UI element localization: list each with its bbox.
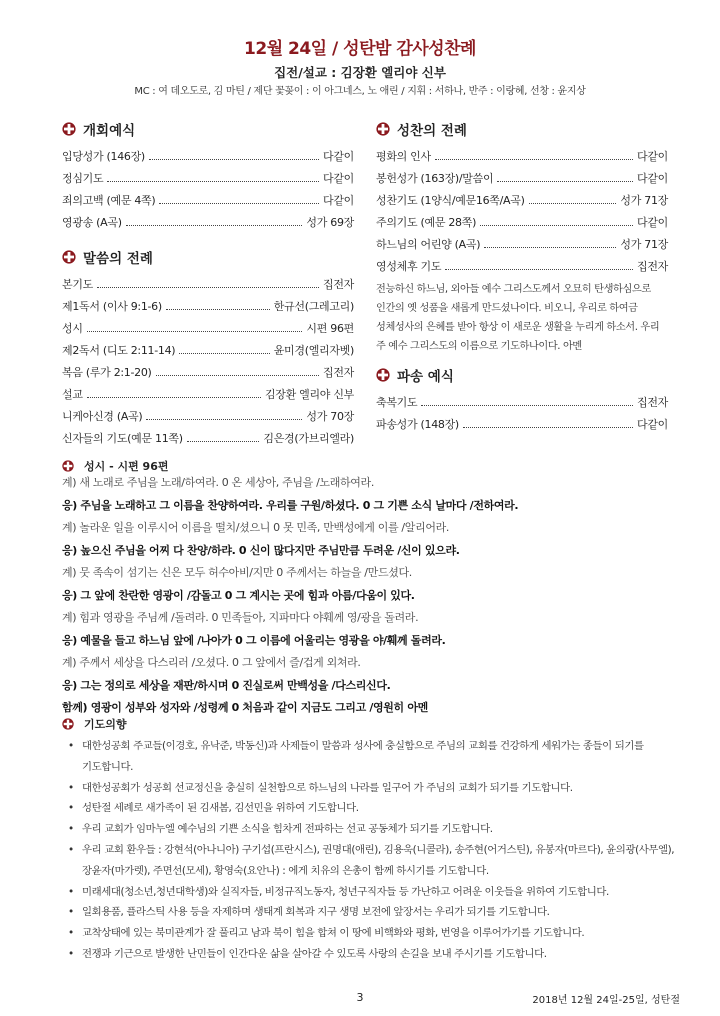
order-item-label: 제2독서 (디도 2:11-14) (62, 344, 176, 357)
leader-dots (166, 309, 270, 310)
order-item-value: 성가 69장 (306, 216, 354, 229)
order-item-label: 평화의 인사 (376, 150, 431, 163)
order-item-value: 김은경(가브리엘라) (263, 432, 354, 445)
order-item-value: 성가 70장 (306, 410, 354, 423)
leader-dots (87, 397, 261, 398)
left-column (62, 118, 354, 450)
order-item-label: 성찬기도 (1양식/예문16쪽/A곡) (376, 194, 525, 207)
leader-dots (435, 159, 633, 160)
post-communion-prayer: 전능하신 하느님, 외아들 예수 그리스도께서 오묘히 탄생하심으로 인간의 옛 성품을 새롭게 만드셨나이다. 비오니, 우리로 하여금 성체성사의 은혜를 받아 항상 이 새로운 생활을 누리게 하소서. 우리 주 예수 그리스도의 이름으로 기도하나이다. 아멘 (376, 284, 660, 352)
leader-dots (107, 181, 319, 182)
leader-dots (187, 441, 260, 442)
leader-dots (480, 225, 633, 226)
psalm-verse: 함께) 영광이 성부와 성자와 /성령께 0 처음과 같이 지금도 그리고 /영원히 아멘 (62, 701, 428, 714)
leader-dots (97, 287, 319, 288)
word-order-list (62, 274, 354, 450)
cross-icon (62, 122, 76, 136)
prayer-item: • 대한성공회가 성공회 선교정신을 충실히 실천함으로 하느님의 나라를 일구어 가 주님의 교회가 되기를 기도합니다. (68, 778, 680, 799)
leader-dots (421, 405, 633, 406)
prayer-item: • 미래세대(청소년,청년대학생)와 실직자들, 비정규직노동자, 청년구직자들 등 가난하고 어려운 이웃들을 위하여 기도합니다. (68, 882, 680, 903)
order-item-value: 한규선(그레고리) (273, 300, 354, 313)
order-item (62, 406, 354, 428)
prayer-item: • 성탄절 세례로 새가족이 된 김새봄, 김선민을 위하여 기도합니다. (68, 798, 680, 819)
section-heading-opening (62, 118, 354, 140)
cross-icon (376, 368, 390, 382)
order-item (376, 234, 668, 256)
order-item (62, 274, 354, 296)
order-item-label: 니케아신경 (A곡) (62, 410, 143, 423)
section-title: 말씀의 전례 (83, 251, 153, 267)
cross-icon (62, 460, 74, 472)
order-item (376, 256, 668, 278)
cross-icon (62, 250, 76, 264)
order-item (62, 428, 354, 450)
eucharist-order-list (376, 146, 668, 278)
right-column (376, 118, 668, 436)
leader-dots (156, 375, 319, 376)
order-item-label: 본기도 (62, 278, 93, 291)
order-item-value: 성가 71장 (620, 238, 668, 251)
order-item (62, 296, 354, 318)
order-item (376, 168, 668, 190)
psalm-verse: 응) 예물을 들고 하느님 앞에 /나아가 0 그 이름에 어울리는 영광을 야/훼께 돌려라. (62, 633, 446, 647)
celebrant-line: 집전/설교 : 김장환 엘리야 신부 (274, 65, 446, 80)
prayer-item: • 우리 교회가 임마누엘 예수님의 기쁜 소식을 힘차게 전파하는 선교 공동체가 되기를 기도합니다. (68, 819, 680, 840)
section-title: 개회예식 (83, 123, 136, 139)
order-item (376, 190, 668, 212)
order-item-value: 성가 71장 (620, 194, 668, 207)
leader-dots (529, 203, 617, 204)
order-item-value: 집전자 (637, 396, 668, 409)
order-item-value: 다같이 (637, 150, 668, 163)
order-item-value: 다같이 (637, 418, 668, 431)
order-item-label: 성시 (62, 322, 83, 335)
section-heading-word (62, 246, 354, 268)
order-item (376, 392, 668, 414)
page-number: 3 (356, 991, 364, 1004)
order-item-value: 집전자 (323, 278, 354, 291)
prayer-item: • 우리 교회 환우들 : 강현석(아나니아) 구기섭(프란시스), 권명대(애린), 김용욱(니콜라), 송주현(어거스틴), 유봉자(마르다), 윤의광(사무엘), 장윤자(마가렛), 주면선(모세), 황영숙(요안나) : 에게 치유의 은총이 함께 하시기를 기도합니다. (68, 840, 680, 882)
order-item-value: 김장환 엘리야 신부 (264, 388, 354, 401)
order-item-label: 입당성가 (146장) (62, 150, 145, 163)
order-item-label: 영광송 (A곡) (62, 216, 122, 229)
leader-dots (146, 419, 302, 420)
leader-dots (87, 331, 303, 332)
order-item-value: 윤미경(엘리자벳) (273, 344, 354, 357)
order-item (376, 212, 668, 234)
dismissal-order-list (376, 392, 668, 436)
prayer-heading (62, 716, 127, 732)
cross-icon (376, 122, 390, 136)
leader-dots (484, 247, 616, 248)
cross-icon (62, 718, 74, 730)
section-heading-eucharist (376, 118, 668, 140)
order-item (62, 384, 354, 406)
psalm-verse: 응) 그는 정의로 세상을 재판/하시며 0 진실로써 만백성을 /다스리신다. (62, 678, 391, 692)
page-title: 12월 24일 / 성탄밤 감사성찬례 (244, 39, 476, 59)
prayer-intentions-list (68, 736, 680, 965)
order-item-label: 파송성가 (148장) (376, 418, 459, 431)
section-title: 파송 예식 (397, 369, 454, 385)
order-item-value: 시편 96편 (306, 322, 354, 335)
leader-dots (149, 159, 319, 160)
opening-order-list (62, 146, 354, 234)
order-item-label: 정심기도 (62, 172, 104, 185)
prayer-item: • 교착상태에 있는 북미관계가 잘 풀리고 남과 북이 힘을 합쳐 이 땅에 비핵화와 평화, 번영을 이루어가기를 기도합니다. (68, 923, 680, 944)
prayer-item: • 대한성공회 주교들(이경호, 유낙준, 박동신)과 사제들이 말씀과 성사에 충실함으로 주님의 교회를 건강하게 세워가는 종들이 되기를 기도합니다. (68, 736, 680, 778)
order-item-label: 죄의고백 (예문 4쪽) (62, 194, 156, 207)
psalm-verse: 계) 놀라운 일을 이루시어 이름을 떨치/셨으니 0 못 민족, 만백성에게 이를 /알리어라. (62, 521, 450, 534)
psalm-title: 성시 - 시편 96편 (84, 460, 169, 473)
prayer-title: 기도의향 (84, 718, 127, 731)
order-item-label: 주의기도 (예문 28쪽) (376, 216, 477, 229)
order-item-value: 다같이 (323, 150, 354, 163)
footer-date: 2018년 12월 24일-25일, 성탄절 (532, 995, 680, 1006)
leader-dots (179, 353, 269, 354)
order-item-value: 집전자 (637, 260, 668, 273)
order-item-value: 집전자 (323, 366, 354, 379)
order-item-label: 봉헌성가 (163장)/말씀이 (376, 172, 494, 185)
psalm-verse: 계) 뭇 족속이 섬기는 신은 모두 허수아비/지만 0 주께서는 하늘을 /만드셨다. (62, 566, 412, 579)
order-item (62, 340, 354, 362)
order-item (376, 146, 668, 168)
order-item-value: 다같이 (323, 172, 354, 185)
order-item-label: 신자들의 기도(예문 11쪽) (62, 432, 183, 445)
leader-dots (126, 225, 303, 226)
order-item (62, 146, 354, 168)
psalm-verse: 계) 새 노래로 주님을 노래/하여라. 0 온 세상아, 주님을 /노래하여라. (62, 476, 374, 489)
order-item-value: 다같이 (323, 194, 354, 207)
section-title: 성찬의 전례 (397, 123, 467, 139)
order-item-label: 영성체후 기도 (376, 260, 442, 273)
psalm-verses (62, 472, 682, 720)
psalm-verse: 응) 높으신 주님을 어찌 다 찬양/하랴. 0 신이 많다지만 주님만큼 두려운 /신이 있으랴. (62, 543, 460, 557)
psalm-verse: 계) 주께서 세상을 다스리러 /오셨다. 0 그 앞에서 즐/겁게 외쳐라. (62, 656, 361, 669)
order-item-label: 복음 (루가 2:1-20) (62, 366, 152, 379)
psalm-verse: 응) 그 앞에 찬란한 영광이 /감돌고 0 그 계시는 곳에 힘과 아름/다움이 있다. (62, 588, 415, 602)
prayer-item: • 전쟁과 기근으로 발생한 난민들이 인간다운 삶을 살아갈 수 있도록 사랑의 손길을 보내 주시기를 기도합니다. (68, 944, 680, 965)
prayer-item: • 일회용품, 플라스틱 사용 등을 자제하며 생태계 회복과 지구 생명 보전에 앞장서는 우리가 되기를 기도합니다. (68, 902, 680, 923)
order-item-value: 다같이 (637, 216, 668, 229)
psalm-verse: 응) 주님을 노래하고 그 이름을 찬양하여라. 우리를 구원/하셨다. 0 그 기쁜 소식 날마다 /전하여라. (62, 498, 519, 512)
order-item (62, 318, 354, 340)
order-item (62, 362, 354, 384)
order-item-label: 하느님의 어린양 (A곡) (376, 238, 481, 251)
order-item (62, 212, 354, 234)
section-heading-dismissal (376, 364, 668, 386)
order-item-label: 설교 (62, 388, 83, 401)
leader-dots (445, 269, 633, 270)
order-item (62, 168, 354, 190)
order-item-label: 축복기도 (376, 396, 418, 409)
leader-dots (159, 203, 319, 204)
order-item-label: 제1독서 (이사 9:1-6) (62, 300, 162, 313)
leader-dots (497, 181, 633, 182)
order-item (62, 190, 354, 212)
credits-line: MC : 여 데오도로, 김 마틴 / 제단 꽃꽂이 : 이 아그네스, 노 애린 / 지휘 : 서하나, 반주 : 이랑혜, 선창 : 윤지상 (134, 86, 586, 97)
psalm-verse: 계) 힘과 영광을 주님께 /돌려라. 0 민족들아, 지파마다 야훼께 영/광을 돌려라. (62, 611, 419, 624)
order-item-value: 다같이 (637, 172, 668, 185)
order-item (376, 414, 668, 436)
leader-dots (463, 427, 633, 428)
